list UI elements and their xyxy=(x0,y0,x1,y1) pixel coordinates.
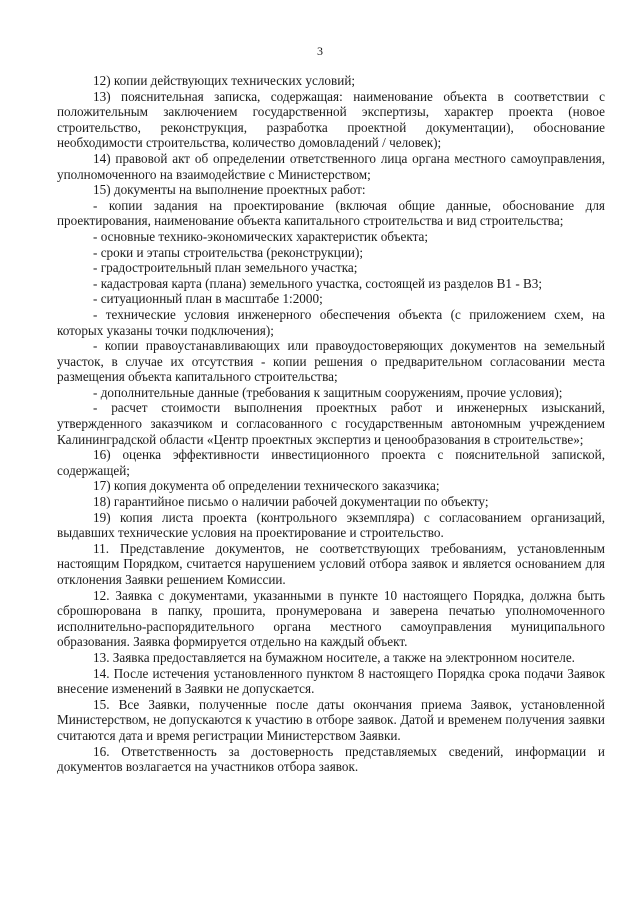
land-title-documents: - копии правоустанавливающих или правоудостоверяющих документов на земельный участок, в случае их отсутствия - копии решения о предварительном согласовании места размещения объекта капитального строительства; xyxy=(57,338,605,385)
technical-economic-characteristics: - основные технико-экономических характеристик объекта; xyxy=(93,228,429,244)
item-12-technical-conditions: 12) копии действующих технических условий; xyxy=(93,73,356,88)
clause-12-application-binding: 12. Заявка с документами, указанными в пункте 10 настоящего Порядка, должна быть сброшюрована в папку, прошита, пронумерована и заверена печатью уполномоченного исполнительно-распорядительного органа местного самоуправления муниципального образования. Заявка формируется отдельно на каждый объект. xyxy=(57,587,605,650)
clause-13-paper-and-electronic: 13. Заявка предоставляется на бумажном носителе, а также на электронном носителе. xyxy=(93,649,575,665)
item-18-guarantee-letter: 18) гарантийное письмо о наличии рабочей документации по объекту; xyxy=(93,494,489,510)
page-number: 3 xyxy=(317,44,323,58)
situation-plan: - ситуационный план в масштабе 1:2000; xyxy=(93,291,323,307)
clause-14-no-changes: 14. После истечения установленного пунктом 8 настоящего Порядка срока подачи Заявок внесение изменений в Заявки не допускается. xyxy=(57,665,605,697)
item-16-efficiency-assessment: 16) оценка эффективности инвестиционного проекта с пояснительной запиской, содержащей; xyxy=(57,447,605,478)
item-14-legal-act: 14) правовой акт об определении ответственного лица органа местного самоуправления, уполномоченного на взаимодействие с Министерством; xyxy=(57,150,605,182)
cost-calculation: - расчет стоимости выполнения проектных работ и инженерных изысканий, утвержденного заказчиком и согласованного с государственным автономным учреждением Калининградской области «Центр проектных экспертиз и ценообразования в строительстве»; xyxy=(57,400,605,447)
clause-16-responsibility: 16. Ответственность за достоверность представляемых сведений, информации и документов возлагается на участников отбора заявок. xyxy=(57,743,605,775)
additional-data: - дополнительные данные (требования к защитным сооружениям, прочие условия); xyxy=(93,384,563,400)
clause-15-late-applications: 15. Все Заявки, полученные после даты окончания приема Заявок, установленной Министерством, не допускаются к участию в отборе заявок. Датой и временем получения заявки считаются дата и время регистрации Министерством Заявки. xyxy=(57,696,605,743)
item-15-design-documents: 15) документы на выполнение проектных работ: xyxy=(93,182,366,198)
construction-stages: - сроки и этапы строительства (реконструкции); xyxy=(93,244,364,260)
cadastral-map: - кадастровая карта (плана) земельного участка, состоящей из разделов В1 - В3; xyxy=(93,275,543,291)
item-19-project-sheet-copy: 19) копия листа проекта (контрольного экземпляра) с согласованием организаций, выдавших технические условия на проектирование и строительство. xyxy=(57,509,605,541)
design-task-copies: - копии задания на проектирование (включая общие данные, обоснование для проектирования, наименование объекта капитального строительства и вид строительства; xyxy=(57,197,605,229)
engineering-conditions: - технические условия инженерного обеспечения объекта (с приложением схем, на которых указаны точки подключения); xyxy=(57,306,605,338)
document-body xyxy=(57,73,605,775)
item-17-technical-customer: 17) копия документа об определении технического заказчика; xyxy=(93,478,440,494)
clause-11-noncompliance: 11. Представление документов, не соответствующих требованиям, установленным настоящим Порядком, считается нарушением условий отбора заявок и является основанием для отклонения Заявки решением Комиссии. xyxy=(57,540,605,587)
urban-planning-plan: - градостроительный план земельного участка; xyxy=(93,260,358,276)
item-13-explanatory-note: 13) пояснительная записка, содержащая: наименование объекта в соответствии с положительным заключением государственной экспертизы, характер проекта (новое строительство, реконструкция, разработка проектной документации), обоснование необходимости строительства, количество домовладений / человек); xyxy=(57,88,605,151)
